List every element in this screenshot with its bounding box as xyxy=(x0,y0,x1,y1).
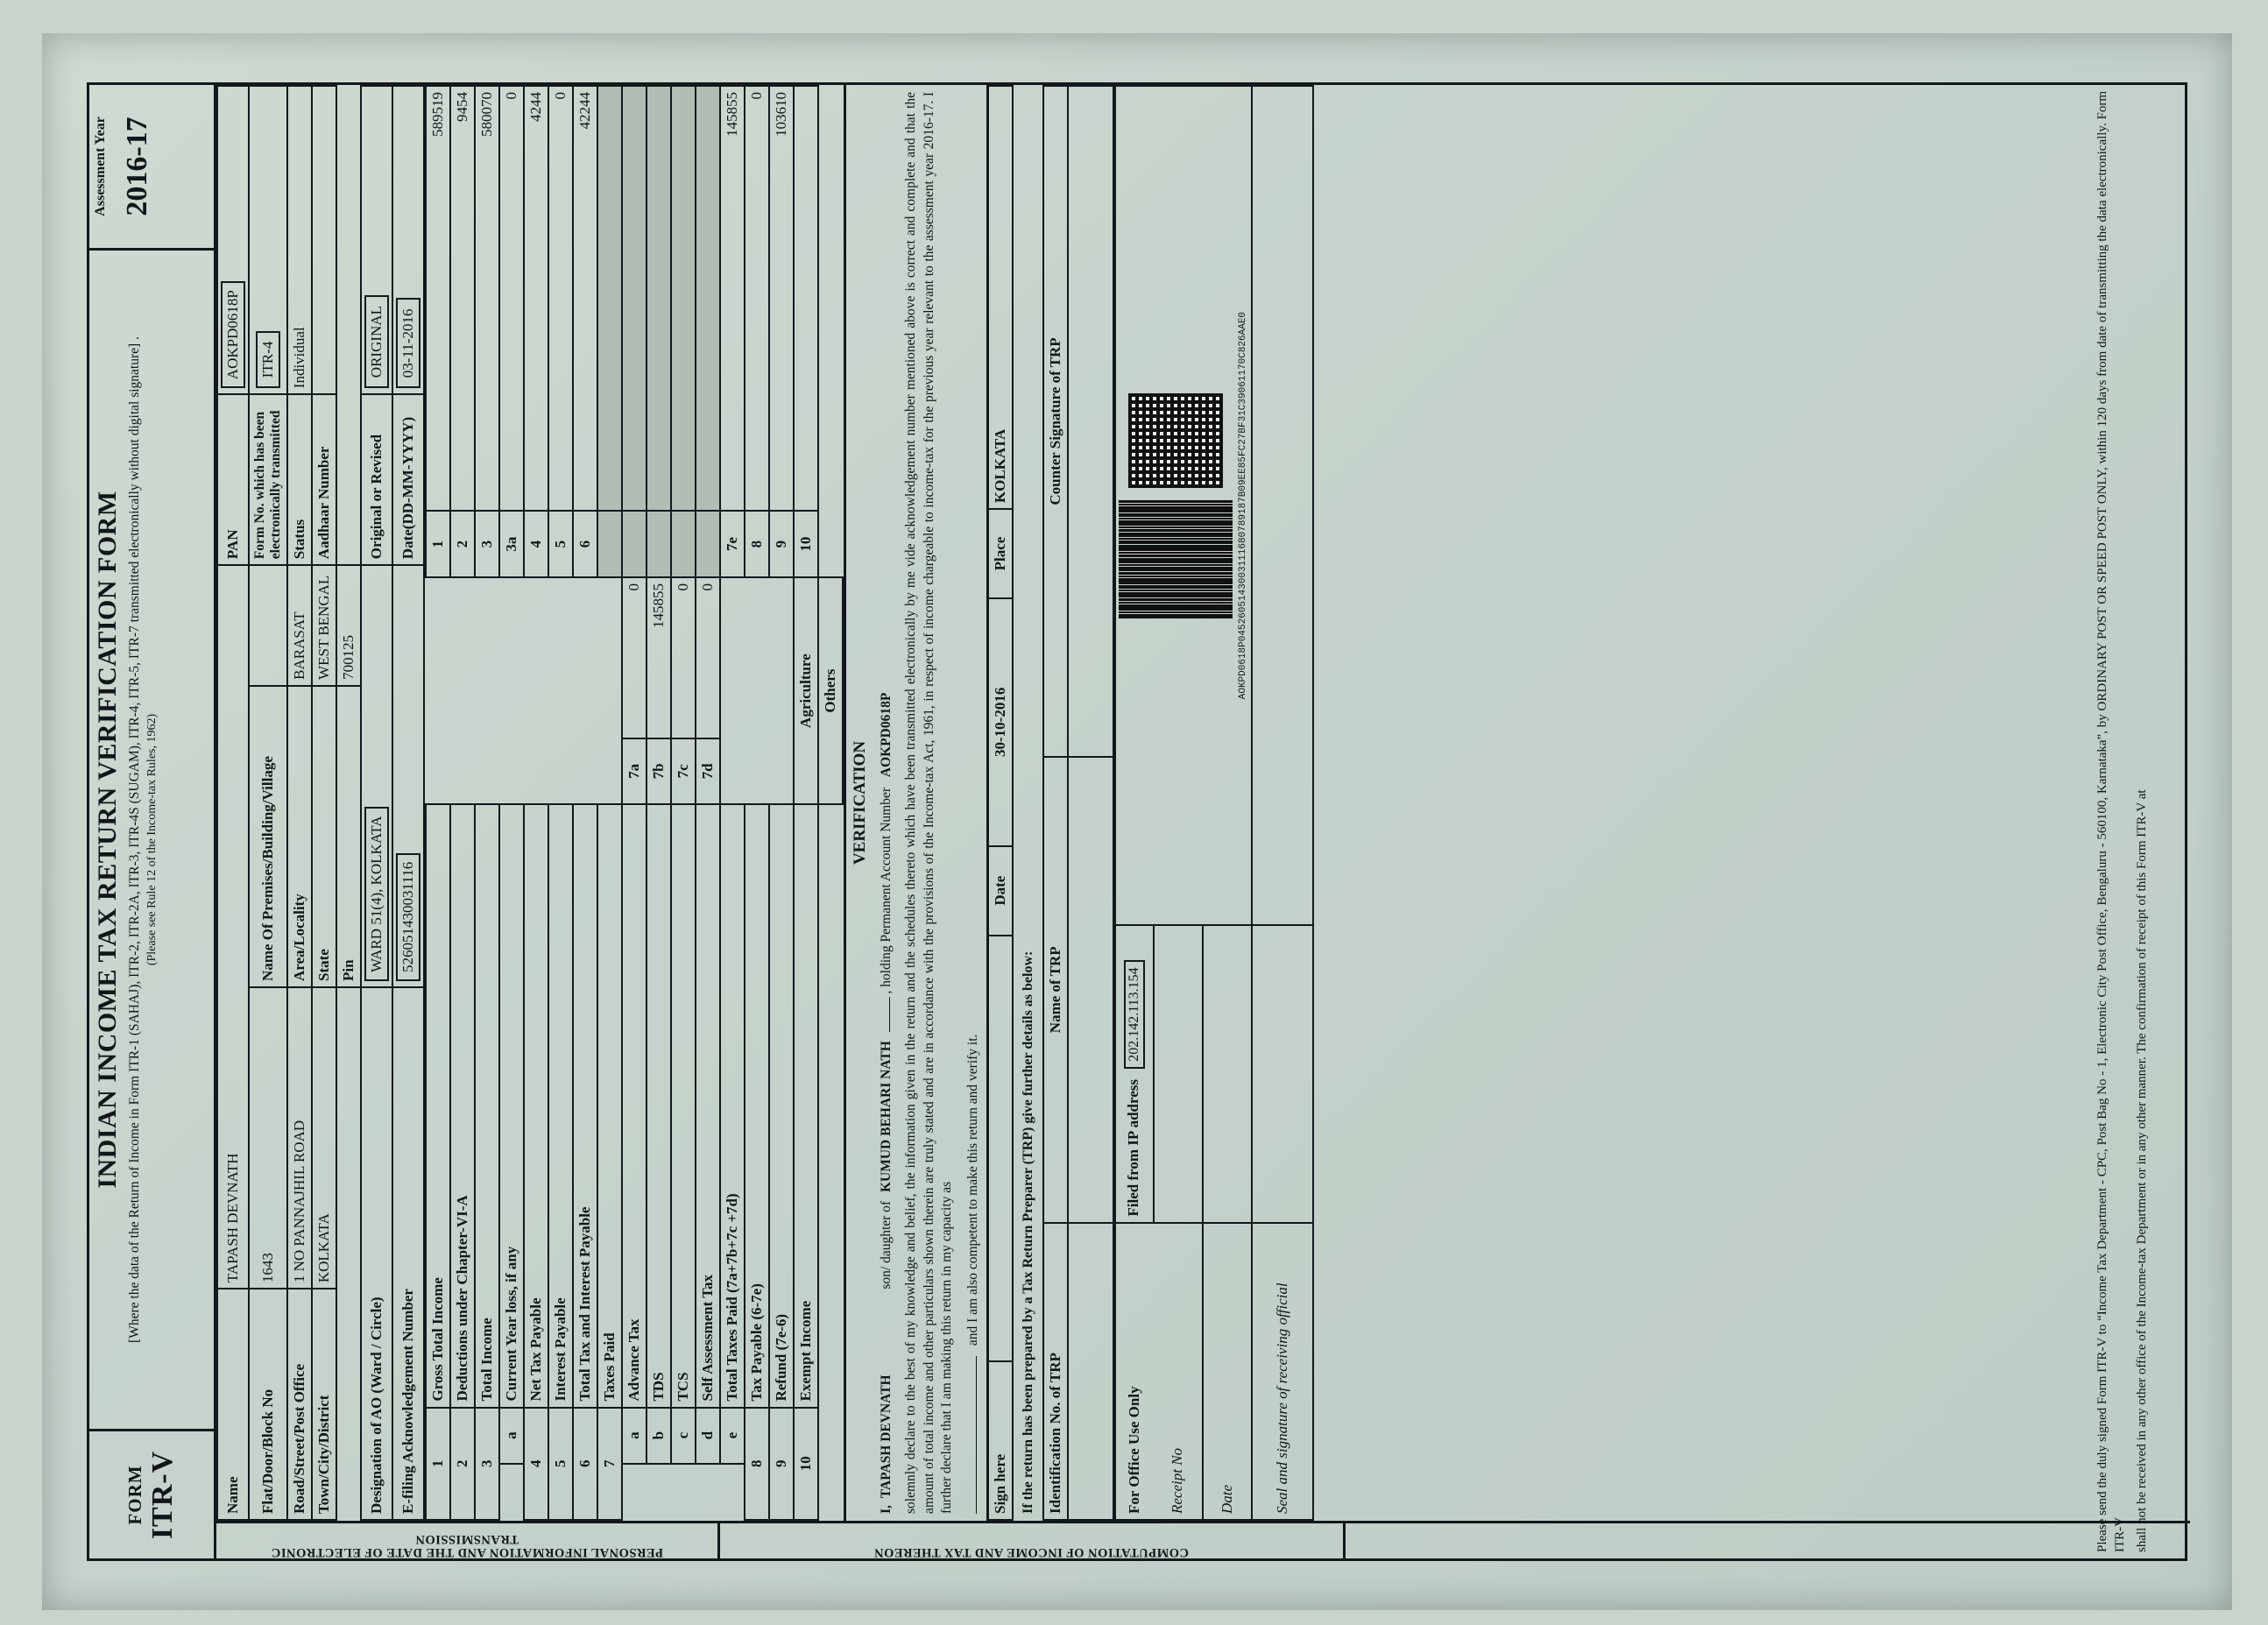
status-value[interactable]: Individual xyxy=(287,86,312,394)
table-row-office-title xyxy=(1115,86,1154,1520)
exempt-others-label: Others xyxy=(818,577,843,804)
assessment-year-cell xyxy=(89,85,214,248)
assessment-year-label: Assessment Year xyxy=(93,117,108,216)
rotated-form-wrapper xyxy=(73,60,2201,1584)
row-label: Advance Tax xyxy=(622,804,646,1407)
name-value[interactable]: TAPASH DEVNATH xyxy=(217,565,249,1289)
premises-label: Name Of Premises/Building/Village xyxy=(249,686,287,987)
table-row xyxy=(794,86,818,1520)
section-label-strip xyxy=(216,1521,2190,1558)
row-label: Deductions under Chapter-VI-A xyxy=(450,804,475,1407)
row-code: 10 xyxy=(794,511,818,577)
row-amount[interactable]: 103610 xyxy=(769,86,794,511)
form-code: ITR-V xyxy=(145,1450,179,1540)
row-amount[interactable]: 145855 xyxy=(720,86,745,511)
row-code: 2 xyxy=(450,511,475,577)
relation-text: son/ daughter of xyxy=(878,1200,894,1289)
row-label: Total Tax and Interest Payable xyxy=(573,804,597,1407)
ack-value: 526051430031116 xyxy=(396,853,420,981)
ao-value-cell[interactable] xyxy=(361,565,392,987)
table-row-ao xyxy=(361,86,392,1520)
trp-note: If the return has been prepared by a Tax Return Preparer (TRP) give further details as below: xyxy=(1020,950,1035,1514)
trp-id-label: Identification No. of TRP xyxy=(1043,1223,1068,1520)
sign-date-label: Date xyxy=(987,846,1013,936)
row-sl: 4 xyxy=(524,1408,548,1520)
verification-capacity-line xyxy=(960,85,986,1521)
office-date-value[interactable] xyxy=(1203,925,1252,1222)
office-use-table xyxy=(1114,85,1314,1521)
table-row xyxy=(548,86,573,1520)
sign-place-label: Place xyxy=(987,509,1013,598)
sign-table xyxy=(986,85,1014,1521)
barcode-1d xyxy=(1119,500,1233,618)
row-sub: a xyxy=(622,1408,646,1464)
row-amount[interactable]: 580070 xyxy=(475,86,499,511)
trp-name-value[interactable] xyxy=(1068,757,1113,1223)
personal-information-table xyxy=(216,85,425,1521)
row-sl: 2 xyxy=(450,1408,475,1520)
state-value[interactable]: WEST BENGAL xyxy=(312,565,336,686)
signature-field[interactable] xyxy=(987,936,1013,1361)
row-code: 7e xyxy=(720,511,745,577)
row-sl: 1 xyxy=(426,1408,450,1520)
footer-note-block xyxy=(2089,82,2157,1561)
qr-code xyxy=(1128,393,1223,488)
row-amount[interactable]: 0 xyxy=(696,577,720,738)
declarant-name[interactable]: TAPASH DEVNATH xyxy=(878,1374,894,1499)
form-header xyxy=(89,85,214,1558)
row-label: Total Taxes Paid (7a+7b+7c +7d) xyxy=(720,804,745,1407)
strip-divider-2 xyxy=(1343,1523,1346,1558)
row-sub: d xyxy=(696,1408,720,1464)
receipt-no-label: Receipt No xyxy=(1154,1223,1203,1520)
table-row-road xyxy=(287,86,312,1520)
road-value[interactable]: 1 NO PANNAJHIL ROAD xyxy=(287,987,312,1289)
exempt-agriculture-label: Agriculture xyxy=(794,577,818,804)
verification-section xyxy=(844,85,1314,1521)
filed-ip-label: Filed from IP address xyxy=(1124,1078,1141,1217)
table-row-name xyxy=(217,86,249,1520)
row-code: 7a xyxy=(622,738,646,805)
row-amount[interactable]: 589519 xyxy=(426,86,450,511)
pin-label: Pin xyxy=(336,686,361,987)
table-row xyxy=(671,86,696,1520)
aadhaar-value[interactable] xyxy=(312,86,336,394)
row-amount[interactable]: 0 xyxy=(622,577,646,738)
aadhaar-label: Aadhaar Number xyxy=(312,394,336,565)
row-sub: c xyxy=(671,1408,696,1464)
father-name[interactable]: KUMUD BEHARI NATH xyxy=(878,1041,894,1193)
flat-value[interactable]: 1643 xyxy=(249,987,287,1289)
seal-label: Seal and signature of receiving official xyxy=(1252,1223,1313,1520)
receipt-no-value[interactable] xyxy=(1154,925,1203,1222)
computation-table xyxy=(425,85,844,1521)
status-label: Status xyxy=(287,394,312,565)
row-code: 9 xyxy=(769,511,794,577)
form-transmitted-value-cell[interactable] xyxy=(249,86,287,394)
office-date-label: Date xyxy=(1203,1223,1252,1520)
scanned-paper xyxy=(42,33,2232,1610)
date-value-cell[interactable] xyxy=(392,86,424,394)
table-row xyxy=(573,86,597,1520)
verification-body: solemnly declare to the best of my knowledge and belief, the information given in the return and the schedules thereto which have been transmitted electronically by me vide acknowledgement number mentioned above is correct and complete and that the amount of total income and other particulars shown therein are truly stated and are in accordance with the provisions of the Income-tax Act, 1961, in respect of income chargeable to income-tax for the previous year relevant to the assessment year 2016-17. I further declare that I am making this return in my capacity as xyxy=(903,92,955,1514)
row-code: 8 xyxy=(745,511,769,577)
row-sl: 9 xyxy=(769,1408,794,1520)
row-label: Current Year loss, if any xyxy=(499,804,524,1407)
row-code: 6 xyxy=(573,511,597,577)
capacity-value[interactable] xyxy=(964,1356,977,1514)
filed-ip-value[interactable]: 202.142.113.154 xyxy=(1124,960,1145,1068)
table-row-flat xyxy=(249,86,287,1520)
row-amount[interactable]: 0 xyxy=(745,86,769,511)
row-amount[interactable]: 0 xyxy=(499,86,524,511)
row-label: Gross Total Income xyxy=(426,804,450,1407)
row-amount[interactable]: 9454 xyxy=(450,86,475,511)
date-label: Date(DD-MM-YYYY) xyxy=(392,394,424,565)
exempt-others-amount[interactable] xyxy=(818,86,843,511)
state-label: State xyxy=(312,686,336,987)
pan-value-cell[interactable] xyxy=(217,86,249,394)
pan-label: PAN xyxy=(217,394,249,565)
form-code-cell xyxy=(89,1429,214,1558)
row-amount[interactable]: 4244 xyxy=(524,86,548,511)
table-row-sign xyxy=(987,86,1013,1520)
form-transmitted-label: Form No. which has been electronically transmitted xyxy=(249,394,287,565)
sign-place-value[interactable]: KOLKATA xyxy=(987,86,1013,509)
filed-ip-cell xyxy=(1115,925,1154,1222)
row-sl: 6 xyxy=(573,1408,597,1520)
table-row xyxy=(720,86,745,1520)
town-value[interactable]: KOLKATA xyxy=(312,987,336,1289)
orig-revised-value-cell[interactable] xyxy=(361,86,392,394)
office-use-title: For Office Use Only xyxy=(1115,1223,1154,1520)
table-row-trp-values xyxy=(1068,86,1113,1520)
table-row xyxy=(524,86,548,1520)
row-label: Total Income xyxy=(475,804,499,1407)
table-row xyxy=(769,86,794,1520)
table-row-trp-header xyxy=(1043,86,1068,1520)
verification-title: VERIFICATION xyxy=(850,740,869,865)
ack-value-cell[interactable] xyxy=(392,565,424,987)
row-sl: 10 xyxy=(794,1408,818,1520)
row-label: Refund (7e-6) xyxy=(769,804,794,1407)
table-row xyxy=(622,86,646,1520)
area-value[interactable]: BARASAT xyxy=(287,565,312,686)
flat-label: Flat/Door/Block No xyxy=(249,1289,287,1520)
row-sub: e xyxy=(720,1408,745,1464)
pin-value[interactable]: 700125 xyxy=(336,565,361,686)
row-label: Exempt Income xyxy=(794,804,818,1407)
barcode-text: AOKPD0618P0452605143003111680789187B09EE85FC27BF31C39061170C826AAE0 xyxy=(1237,311,1248,700)
row-sl: 7 xyxy=(597,1408,622,1520)
form-body xyxy=(214,85,2190,1558)
table-row-seal xyxy=(1252,86,1313,1520)
row-code: 7d xyxy=(696,738,720,805)
part-b-label: COMPUTATION OF INCOME AND TAX THEREON xyxy=(873,1545,1189,1559)
verification-pan[interactable]: AOKPD0618P xyxy=(878,692,894,778)
competent-text: and I am also competent to make this return and verify it. xyxy=(965,1034,981,1346)
itr-v-form xyxy=(73,60,2201,1584)
holding-text: , holding Permanent Account Number xyxy=(878,788,894,994)
form-content xyxy=(216,85,2190,1521)
row-sl: 5 xyxy=(548,1408,573,1520)
form-title-cell xyxy=(89,248,214,1429)
exempt-agriculture-amount[interactable] xyxy=(794,86,818,511)
town-label: Town/City/District xyxy=(312,1289,336,1520)
row-label: Interest Payable xyxy=(548,804,573,1407)
row-code: 3a xyxy=(499,511,524,577)
table-row xyxy=(745,86,769,1520)
name-label: Name xyxy=(217,1289,249,1520)
row-code: 4 xyxy=(524,511,548,577)
row-code: 7c xyxy=(671,738,696,805)
table-row xyxy=(475,86,499,1520)
row-amount[interactable]: 0 xyxy=(671,577,696,738)
row-sl: 3 xyxy=(475,1408,499,1520)
verification-declaration xyxy=(874,85,900,1521)
table-row xyxy=(450,86,475,1520)
row-label: Self Assessment Tax xyxy=(696,804,720,1407)
footer-note-line-2: shall not be received in any other office of the Income-tax Department or in any other manner. The confirmation of receipt of this Form ITR-V at xyxy=(2135,789,2149,1552)
premises-value[interactable] xyxy=(249,565,287,686)
form-word: FORM xyxy=(124,1465,145,1525)
table-row xyxy=(818,86,843,1520)
row-amount[interactable]: 145855 xyxy=(646,577,671,738)
seal-extra xyxy=(1252,86,1313,925)
row-code: 3 xyxy=(475,511,499,577)
form-subtitle: [Where the data of the Return of Income in Form ITR-1 (SAHAJ), ITR-2, ITR-2A, ITR-3, ITR-4S (SUGAM), ITR-4, ITR-5, ITR-7 transmitted electronically without digital signature] . xyxy=(127,336,142,1343)
table-row-pin xyxy=(336,86,361,1520)
pan-value: AOKPD0618P xyxy=(221,281,245,388)
ack-label: E-filing Acknowledgement Number xyxy=(392,987,424,1520)
barcode-cell xyxy=(1115,86,1252,925)
row-label: Tax Payable (6-7e) xyxy=(745,804,769,1407)
table-row xyxy=(696,86,720,1520)
row-label: TCS xyxy=(671,804,696,1407)
rule-note: (Please see Rule 12 of the Income-tax Rules, 1962) xyxy=(145,713,159,966)
row-sl: 8 xyxy=(745,1408,769,1520)
table-row-town xyxy=(312,86,336,1520)
row-code: 7b xyxy=(646,738,671,805)
assessment-year-value: 2016-17 xyxy=(121,117,154,216)
form-outer-border xyxy=(87,82,2187,1561)
orig-revised-value: ORIGINAL xyxy=(364,295,389,388)
table-row xyxy=(426,86,450,1520)
page-title: INDIAN INCOME TAX RETURN VERIFICATION FORM xyxy=(93,491,122,1189)
row-amount[interactable]: 0 xyxy=(548,86,573,511)
table-row xyxy=(597,86,622,1520)
seal-field[interactable] xyxy=(1252,925,1313,1222)
trp-id-value[interactable] xyxy=(1068,1223,1113,1520)
trp-sign-label: Counter Signature of TRP xyxy=(1043,86,1068,757)
date-value: 03-11-2016 xyxy=(396,299,420,389)
trp-sign-value[interactable] xyxy=(1068,86,1113,757)
road-label: Road/Street/Post Office xyxy=(287,1289,312,1520)
sign-date-value[interactable]: 30-10-2016 xyxy=(987,598,1013,846)
form-transmitted-value: ITR-4 xyxy=(256,331,280,389)
row-sub: a xyxy=(499,1408,524,1464)
row-sub: b xyxy=(646,1408,671,1464)
footer-note-line-1: Please send the duly signed Form ITR-V to “Income Tax Department - CPC, Post Bag No - 1, Electronic City Post Office, Bengaluru - 560100, Karnataka”, by ORDINARY POST OR SPEED POST ONLY, within 120 days from date of transmitting the data electronically. Form ITR-V xyxy=(2095,91,2127,1552)
trp-table xyxy=(1042,85,1114,1521)
row-label: Taxes Paid xyxy=(597,804,622,1407)
area-label: Area/Locality xyxy=(287,686,312,987)
row-code: 1 xyxy=(426,511,450,577)
table-row xyxy=(499,86,524,1520)
trp-name-label: Name of TRP xyxy=(1043,757,1068,1223)
table-row-ack xyxy=(392,86,424,1520)
verification-lead: I, xyxy=(878,1505,894,1514)
ao-value: WARD 51(4), KOLKATA xyxy=(364,807,389,981)
orig-revised-label: Original or Revised xyxy=(361,394,392,565)
strip-divider-1 xyxy=(717,1523,720,1558)
ao-label: Designation of AO (Ward / Circle) xyxy=(361,987,392,1520)
row-code: 5 xyxy=(548,511,573,577)
row-label: TDS xyxy=(646,804,671,1407)
row-amount[interactable]: 42244 xyxy=(573,86,597,511)
part-a-label: PERSONAL INFORMATION AND THE DATE OF ELECTRONIC TRANSMISSION xyxy=(271,1531,663,1559)
row-label: Net Tax Payable xyxy=(524,804,548,1407)
sign-here-label: Sign here xyxy=(987,1361,1013,1520)
table-row xyxy=(646,86,671,1520)
